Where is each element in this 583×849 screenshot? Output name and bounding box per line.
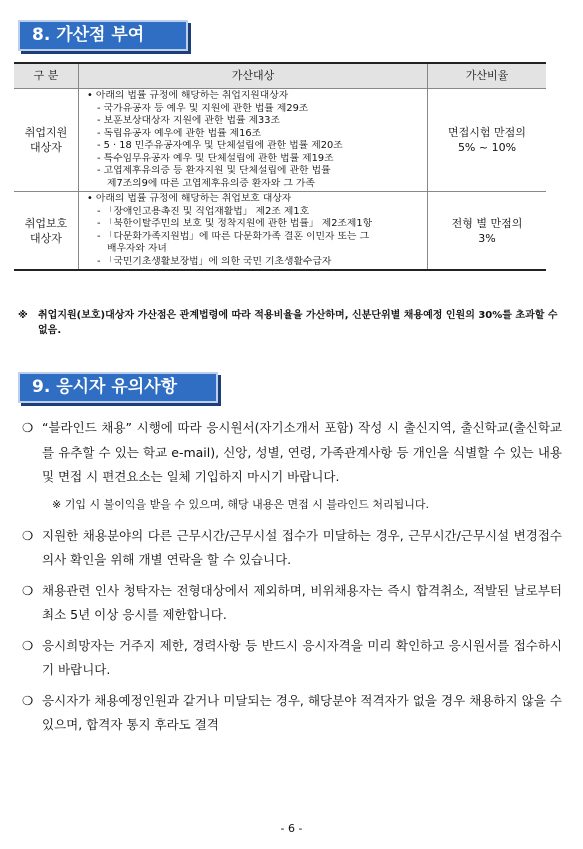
row-rate: 면접시험 만점의 5% ~ 10% xyxy=(428,89,547,192)
target-item: - 「다문화가족지원법」에 따른 다문화가족 결혼 이민자 또는 그 xyxy=(97,230,370,242)
notice-text: 지원한 채용분야의 다른 근무시간/근무시설 접수가 미달하는 경우, 근무시간/근무시설 변경접수 의사 확인을 위해 개별 연락을 할 수 있습니다. xyxy=(42,527,562,567)
row-rate: 전형 별 만점의 3% xyxy=(428,192,547,271)
table-row xyxy=(14,89,546,192)
target-item: • 아래의 법률 규정에 해당하는 취업보호 대상자 xyxy=(87,193,292,204)
notice-text: “블라인드 채용” 시행에 따라 응시원서(자기소개서 포함) 작성 시 출신지역, 출신학교(출신학교를 유추할 수 있는 학교 e-mail), 신앙, 성별, 연령, 가족관계사항 등 개인을 식별할 수 있는 내용 및 면접 시 편견요소는 일체 기입하지 마시기 바랍니다. xyxy=(42,420,562,484)
target-item: - 「장애인고용촉진 및 직업재활법」 제2조 제1호 xyxy=(97,205,310,217)
header-rate: 가산비율 xyxy=(428,63,547,89)
bullet-circle-icon: ❍ xyxy=(22,582,34,598)
applicant-notes-list xyxy=(22,416,562,744)
notice-text: 채용관련 인사 청탁자는 전형대상에서 제외하며, 비위채용자는 즉시 합격취소, 적발된 날로부터 최소 5년 이상 응시를 제한합니다. xyxy=(42,582,562,622)
row-category: 취업지원 대상자 xyxy=(14,89,79,192)
target-item: - 보훈보상대상자 지원에 관한 법률 제33조 xyxy=(97,115,280,126)
note-symbol: ※ xyxy=(18,310,28,321)
table-footnote xyxy=(18,308,558,338)
notice-item xyxy=(22,579,562,628)
page-number: - 6 - xyxy=(280,822,303,835)
table-row xyxy=(14,192,546,271)
notice-item xyxy=(22,689,562,738)
target-item: - 특수임무유공자 예우 및 단체설립에 관한 법률 제19조 xyxy=(97,152,334,164)
section-8-heading: 8. 가산점 부여 xyxy=(18,20,188,51)
notice-text: 응시희망자는 거주지 제한, 경력사항 등 반드시 응시자격을 미리 확인하고 응시원서를 접수하시기 바랍니다. xyxy=(42,637,562,677)
target-item: 제7조의9에 따른 고엽제후유의증 환자와 그 가족 xyxy=(107,177,315,189)
notice-subnote: ※ 기입 시 불이익을 받을 수 있으며, 해당 내용은 면접 시 블라인드 처리됩니다. xyxy=(52,497,429,511)
target-item: 배우자와 자녀 xyxy=(107,243,167,254)
note-text: 취업지원(보호)대상자 가산점은 관계법령에 따라 적용비율을 가산하며, 신분단위별 채용예정 인원의 30%를 초과할 수 없음. xyxy=(38,310,558,336)
target-item: - 고엽제후유의증 등 환자지원 및 단체설립에 관한 법률 xyxy=(97,165,331,176)
notice-item xyxy=(22,634,562,683)
target-item: - 「북한이탈주민의 보호 및 정착지원에 관한 법률」 제2조제1항 xyxy=(97,218,373,229)
target-item: - 「국민기초생활보장법」에 의한 국민 기초생활수급자 xyxy=(97,255,332,267)
notice-item xyxy=(22,524,562,573)
row-target-list xyxy=(79,192,428,271)
bullet-circle-icon: ❍ xyxy=(22,692,34,708)
target-item: - 독립유공자 예우에 관한 법률 제16조 xyxy=(97,127,262,139)
target-item: - 국가유공자 등 예우 및 지원에 관한 법률 제29조 xyxy=(97,102,309,114)
bonus-points-table xyxy=(14,62,546,271)
bullet-circle-icon: ❍ xyxy=(22,420,34,435)
notice-item xyxy=(22,416,562,490)
row-target-list xyxy=(79,89,428,192)
table-header-row xyxy=(14,63,546,89)
notice-text: 응시자가 채용예정인원과 같거나 미달되는 경우, 해당분야 적격자가 없을 경우 채용하지 않을 수 있으며, 합격자 통지 후라도 결격 xyxy=(42,692,562,732)
bullet-circle-icon: ❍ xyxy=(22,637,34,653)
target-item: • 아래의 법률 규정에 해당하는 취업지원대상자 xyxy=(87,90,289,101)
bullet-circle-icon: ❍ xyxy=(22,527,34,543)
row-category: 취업보호 대상자 xyxy=(14,192,79,271)
header-category: 구 분 xyxy=(14,63,79,89)
section-9-heading: 9. 응시자 유의사항 xyxy=(18,372,218,403)
target-item: - 5 · 18 민주유공자예우 및 단체설립에 관한 법률 제20조 xyxy=(97,140,343,151)
header-target: 가산대상 xyxy=(79,63,428,89)
